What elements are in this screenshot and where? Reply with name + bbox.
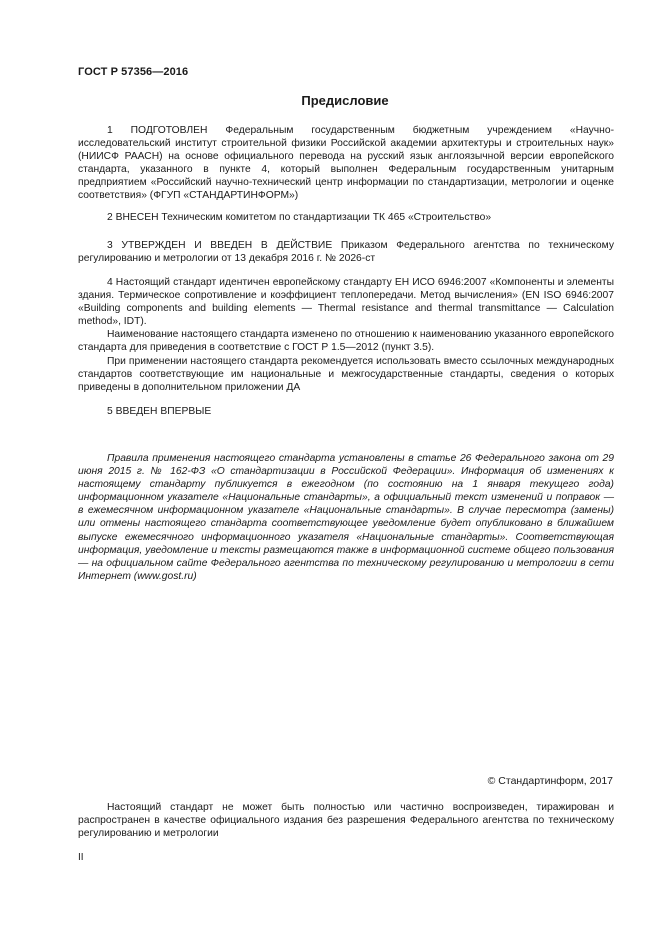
foreword-item-5 [78,405,614,418]
foreword-item-1 [78,124,614,203]
copyright-line: © Стандартинформ, 2017 [487,775,613,787]
item-4-text: 4 Настоящий стандарт идентичен европейскому стандарту ЕН ИСО 6946:2007 «Компоненты и элементы здания. Термическое сопротивление и коэффициент теплопередачи. Метод вычисления» (EN ISO 6946:2007 «Building components and building elements — Thermal resistance and thermal transmittance — Calculation method», IDT). [78,277,614,328]
application-notice-text: Правила применения настоящего стандарта установлены в статье 26 Федерального закона от 29 июня 2015 г. № 162-ФЗ «О стандартизации в Российской Федерации». Информация об изменениях к настоящему стандарту публикуется в ежегодном (по состоянию на 1 января текущего года) информационном указателе «Национальные стандарты», а официальный текст изменений и поправок — в ежемесячном информационном указателе «Национальные стандарты». В случае пересмотра (замены) или отмены настоящего стандарта соответствующее уведомление будет опубликовано в ближайшем выпуске ежемесячного информационного указателя «Национальные стандарты». Соответствующая информация, уведомление и тексты размещаются также в информационной системе общего пользования — на официальном сайте Федерального агентства по техническому регулированию и метрологии в сети Интернет (www.gost.ru) [78,453,614,582]
rights-notice-text: Настоящий стандарт не может быть полностью или частично воспроизведен, тиражирован и распространен в качестве официального издания без разрешения Федерального агентства по техническому регулированию и метрологии [78,802,614,840]
section-title: Предисловие [301,93,389,108]
item-1-text: 1 ПОДГОТОВЛЕН Федеральным государственным бюджетным учреждением «Научно-исследовательский институт строительной физики Российской академии архитектуры и строительных наук» (НИИСФ РААСН) на основе официального перевода на русский язык англоязычной версии европейского стандарта, указанного в пункте 4, который выполнен Федеральным государственным унитарным предприятием «Российский научно-технический центр информации по стандартизации, метрологии и оценке соответствия» (ФГУП «СТАНДАРТИНФОРМ») [78,125,614,202]
item-4-paragraph-2: Наименование настоящего стандарта изменено по отношению к наименованию указанного европейского стандарта для приведения в соответствие с ГОСТ Р 1.5—2012 (пункт 3.5). [78,329,614,354]
item-4-paragraph-3: При применении настоящего стандарта рекомендуется использовать вместо ссылочных международных стандартов соответствующие им национальные и межгосударственные стандарты, сведения о которых приведены в дополнительном приложении ДА [78,355,614,393]
page-number: II [78,852,84,863]
foreword-item-4 [78,276,614,394]
document-header: ГОСТ Р 57356—2016 [78,66,189,78]
foreword-item-2 [78,211,614,224]
application-notice [78,452,614,583]
item-5-text: 5 ВВЕДЕН ВПЕРВЫЕ [107,406,212,417]
item-2-text: 2 ВНЕСЕН Техническим комитетом по стандартизации ТК 465 «Строительство» [107,212,492,223]
rights-notice [78,801,614,840]
foreword-item-3 [78,239,614,265]
item-3-text: 3 УТВЕРЖДЕН И ВВЕДЕН В ДЕЙСТВИЕ Приказом Федерального агентства по техническому регулированию и метрологии от 13 декабря 2016 г. № 2026-ст [78,240,614,265]
